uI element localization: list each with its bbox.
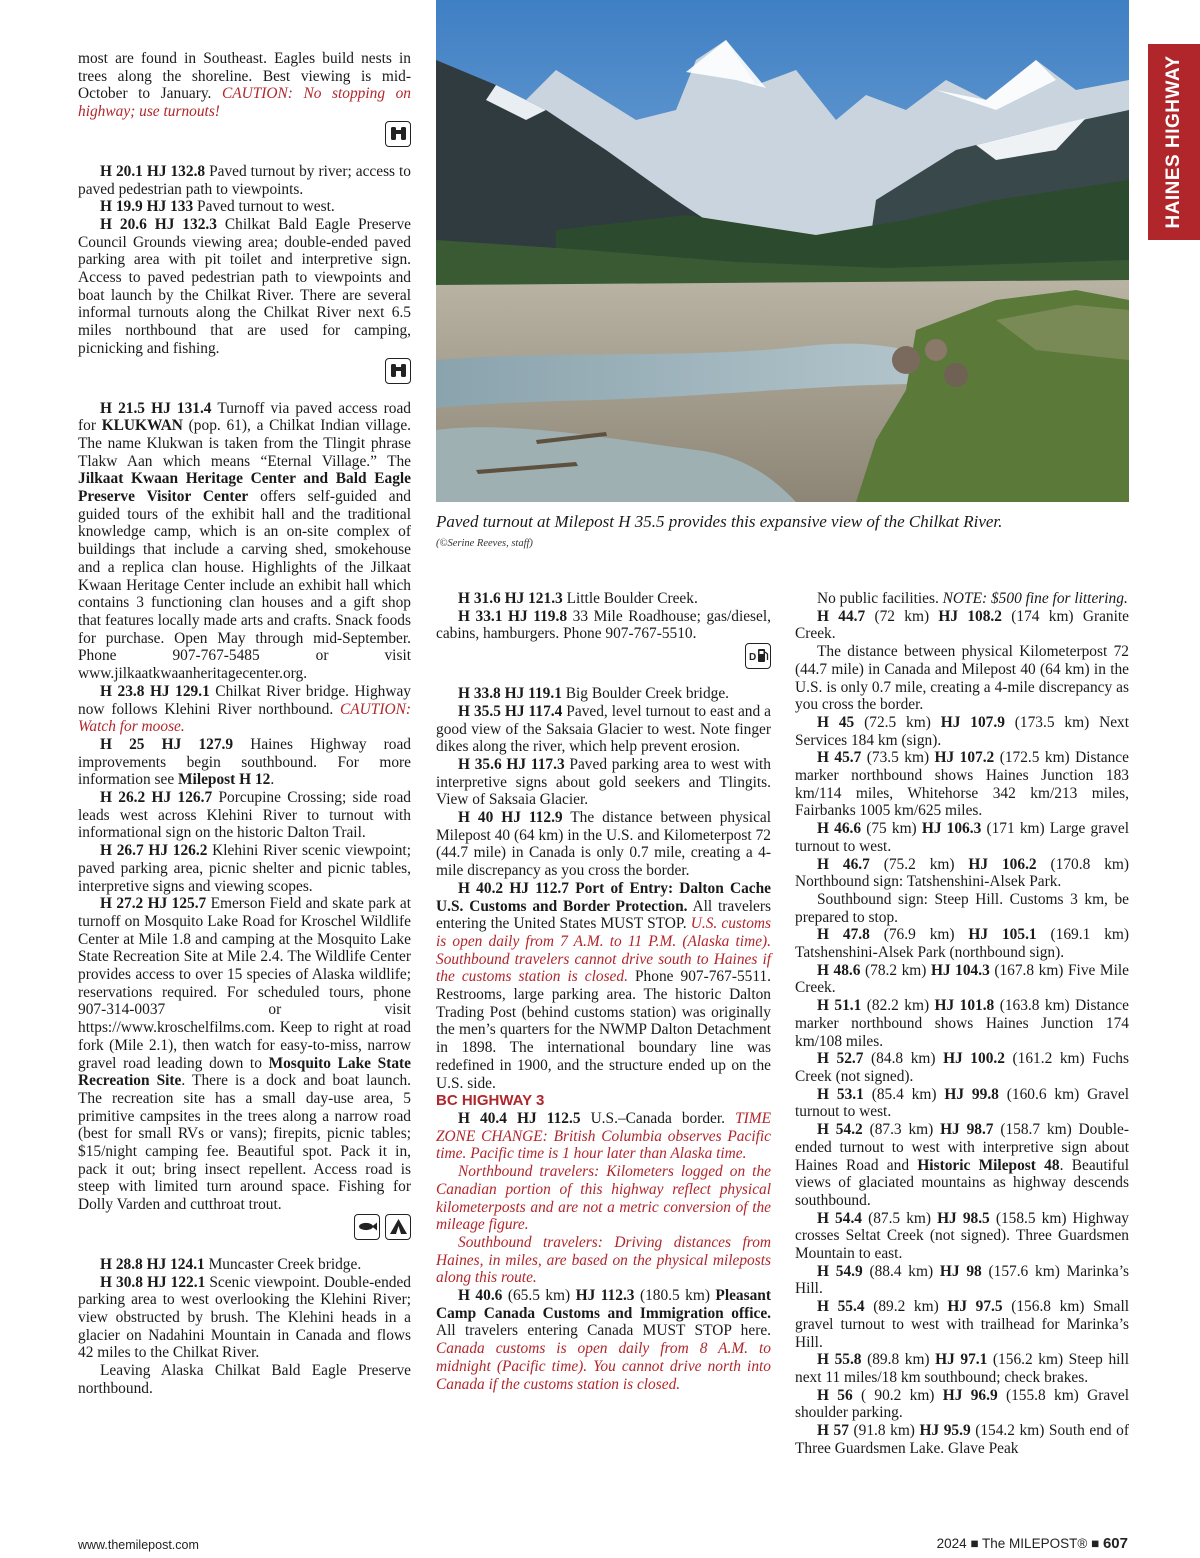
icon-row — [78, 1214, 411, 1244]
entry-h-40: H 40 HJ 112.9 The distance between physical Milepost 40 (64 km) in the U.S. and Kilometerpost 72 (44.7 mile) in Canada is only 0.7 mile, creating a 4-mile discrepancy as you cross the border. — [436, 809, 772, 880]
entry-h-31-6: H 31.6 HJ 121.3 Little Boulder Creek. — [458, 590, 698, 607]
camping-icon — [385, 1214, 411, 1240]
mile-entry: H 55.8 (89.8 km) HJ 97.1 (156.2 km) Steep hill next 11 miles/18 km southbound; check brakes. — [795, 1351, 1129, 1386]
section-tab — [1148, 44, 1200, 240]
mile-entry: Southbound sign: Steep Hill. Customs 3 km, be prepared to stop. — [795, 890, 1129, 926]
mile-entry: H 48.6 (78.2 km) HJ 104.3 (167.8 km) Five Mile Creek. — [795, 961, 1129, 997]
mile-entry: The distance between physical Kilometerpost 72 (44.7 mile) in Canada and Milepost 40 (64 km) in the U.S. is only 0.7 mile, creating a 4-mile discrepancy as you cross the border. — [795, 643, 1129, 714]
icon-row — [78, 121, 411, 151]
entry-h-40-2: H 40.2 HJ 112.7 Port of Entry: Dalton Cache U.S. Customs and Border Protection. All travelers entering the United States MUST STOP. U.S. customs is open daily from 7 A.M. to 11 P.M. (Alaska time). Southbound travelers cannot drive south to Haines if the customs station is closed. Phone 907-767-5511. Restrooms, large parking area. The historic Dalton Trading Post (behind customs station) was originally the men’s quarters for the NWMP Dalton Detachment in 1898. The international boundary line was redefined in 1900, and the structure ended up on the U.S. side. — [436, 879, 771, 1092]
intro-text: most are found in Southeast. Eagles build nests in trees along the shoreline. Best viewing is mid-October to January. — [78, 50, 411, 103]
mile-entry: H 45 (72.5 km) HJ 107.9 (173.5 km) Next Services 184 km (sign). — [795, 713, 1129, 749]
entry-h-40-4: H 40.4 HJ 112.5 U.S.–Canada border. TIME ZONE CHANGE: British Columbia observes Pacific time. Pacific time is 1 hour later than Alaska time. — [436, 1109, 771, 1163]
mile-entry: H 56 ( 90.2 km) HJ 96.9 (155.8 km) Gravel shoulder parking. — [795, 1386, 1129, 1422]
mile-entry: H 51.1 (82.2 km) HJ 101.8 (163.8 km) Distance marker northbound shows Haines Junction 174 km/108 miles. — [795, 997, 1129, 1050]
section-heading-bc-highway-3: BC HIGHWAY 3 — [436, 1092, 545, 1110]
mile-entry: H 55.4 (89.2 km) HJ 97.5 (156.8 km) Small gravel turnout to west with trailhead for Marinka’s Hill. — [795, 1298, 1129, 1351]
footer-bullet: ■ — [970, 1536, 979, 1551]
footer-url[interactable]: www.themilepost.com — [78, 1538, 199, 1552]
section-tab-label: HAINES HIGHWAY — [1163, 55, 1184, 229]
footer-year: 2024 — [936, 1536, 967, 1551]
mile-entry: H 46.7 (75.2 km) HJ 106.2 (170.8 km) Northbound sign: Tatshenshini-Alsek Park. — [795, 855, 1129, 891]
entry-h-20-1: H 20.1 HJ 132.8 Paved turnout by river; access to paved pedestrian path to viewpoints. — [78, 162, 411, 198]
mile-entry: H 46.6 (75 km) HJ 106.3 (171 km) Large gravel turnout to west. — [795, 820, 1129, 855]
entry-h-35-6: H 35.6 HJ 117.3 Paved parking area to west with interpretive signs about gold seekers and Tlingits. View of Saksaia Glacier. — [436, 755, 771, 809]
mile-entry: H 53.1 (85.4 km) HJ 99.8 (160.6 km) Gravel turnout to west. — [795, 1085, 1129, 1121]
photo-illustration — [436, 0, 1129, 502]
photo-credit: (©Serine Reeves, staff) — [436, 538, 533, 549]
southbound-note: Southbound travelers: Driving distances from Haines, in miles, are based on the physical mileposts along this route. — [436, 1233, 771, 1287]
page-number: 607 — [1102, 1535, 1128, 1552]
mile-entry: H 57 (91.8 km) HJ 95.9 (154.2 km) South end of Three Guardsmen Lake. Glave Peak — [795, 1422, 1129, 1457]
binoculars-icon — [385, 121, 411, 147]
fishing-icon — [354, 1214, 380, 1240]
entry-h-20-6: H 20.6 HJ 132.3 Chilkat Bald Eagle Preserve Council Grounds viewing area; double-ended paved parking area with pit toilet and interpretive sign. Access to paved pedestrian path to viewpoints and boat launch by the Chilkat River. There are several informal turnouts along the Chilkat River next 6.5 miles northbound that are used for camping, picnicking and fishing. — [78, 215, 412, 357]
photo-caption: Paved turnout at Milepost H 35.5 provides this expansive view of the Chilkat River. — [436, 512, 1003, 531]
entry-h-21-5: H 21.5 HJ 131.4 Turnoff via paved access road for KLUKWAN (pop. 61), a Chilkat Indian village. The name Klukwan is taken from the Tlingit phrase Tlakw Aan which means “Eternal Village.” The Jilkaat Kwaan Heritage Center and Bald Eagle Preserve Visitor Center offers self-guided and guided tours of the exhibit hall and the traditional knowledge camp, which is an on-site complex of buildings that include a carving shed, smokehouse and a replica clan house. Highlights of the Jilkaat Kwaan Heritage Center include an exhibit hall which contains 3 functioning clan houses and a gift shop that features locally made arts and crafts. Snack foods for purchase. Open May through mid-September. Phone 907-767-5485 or visit www.jilkaatkwaanheritagecenter.org. — [78, 399, 411, 683]
entry-h-27-2: H 27.2 HJ 125.7 Emerson Field and skate park at turnoff on Mosquito Lake Road for Kroschel Wildlife Center at Mile 1.8 and camping at the Mosquito Lake State Recreation Site at Mile 2.4. The Wildlife Center provides access to over 15 species of Alaska wildlife; reservations required. For scheduled tours, phone 907-314-0037 or visit https://www.kroschelfilms.com. Keep to right at road fork (Mile 2.1), then watch for easy-to-miss, narrow gravel road leading down to Mosquito Lake State Recreation Site. There is a dock and boat launch. The recreation site has a small day-use area, 5 primitive campsites in the trees along a narrow road (best for small RVs or vans); firepits, picnic tables; $15/night camping fee. Beautiful spot. Pack it in, pack it out; bring insect repellent. Access road is steep with limited turn around space. Fishing for Dolly Varden and cutthroat trout. — [78, 895, 412, 1214]
svg-text:D: D — [749, 652, 757, 664]
entry-h-28-8: H 28.8 HJ 124.1 Muncaster Creek bridge. — [100, 1255, 362, 1273]
entry-h-40-6: H 40.6 (65.5 km) HJ 112.3 (180.5 km) Pleasant Camp Canada Customs and Immigration office. All travelers entering Canada MUST STOP here. Canada customs is open daily from 8 A.M. to midnight (Pacific time). You cannot drive north into Canada if the customs station is closed. — [436, 1287, 771, 1393]
binoculars-icon — [385, 358, 411, 384]
entry-h-26-2: H 26.2 HJ 126.7 Porcupine Crossing; side road leads west across Klehini River to turnout with informational sign on the historic Dalton Trail. — [78, 789, 411, 842]
entry-h-30-8: H 30.8 HJ 122.1 Scenic viewpoint. Double-ended parking area to west overlooking the Klehini River; view obstructed by brush. The Klehini heads in a glacier on Nadahini Mountain in Canada and flows 42 miles to the Chilkat River. — [78, 1273, 411, 1362]
footer-publication: The MILEPOST® — [982, 1536, 1088, 1551]
column-3 — [795, 590, 1129, 1457]
mile-entry: H 45.7 (73.5 km) HJ 107.2 (172.5 km) Distance marker northbound shows Haines Junction 183 km/114 miles, Whitehorse 342 km/213 miles, Fairbanks 1005 km/625 miles. — [795, 749, 1129, 820]
intro-caution: CAUTION: No stopping on highway; use turnouts! — [78, 85, 411, 121]
footer-page-info — [937, 1535, 1128, 1552]
northbound-note: Northbound travelers: Kilometers logged on the Canadian portion of this highway reflect physical kilometerposts and are not a metric conversion of the mileage figure. — [436, 1163, 771, 1234]
mile-entry: H 44.7 (72 km) HJ 108.2 (174 km) Granite Creek. — [795, 607, 1129, 643]
icon-row — [436, 643, 771, 673]
column-2 — [436, 590, 771, 1393]
footer-bullet: ■ — [1091, 1536, 1100, 1551]
entry-h-35-5: H 35.5 HJ 117.4 Paved, level turnout to east and a good view of the Saksaia Glacier to west. Note finger dikes along the river, which help prevent erosion. — [436, 702, 771, 756]
mile-entry: H 54.9 (88.4 km) HJ 98 (157.6 km) Marinka’s Hill. — [795, 1262, 1129, 1298]
intro-paragraph — [78, 50, 411, 121]
entry-h-33-8: H 33.8 HJ 119.1 Big Boulder Creek bridge. — [458, 685, 730, 703]
entry-h-23-8: H 23.8 HJ 129.1 Chilkat River bridge. Highway now follows Klehini River northbound. CAUTION: Watch for moose. — [78, 682, 411, 736]
column-1 — [78, 50, 411, 1398]
gas-diesel-icon — [745, 643, 771, 669]
chilkat-river-photo — [436, 0, 1129, 502]
leaving-preserve-paragraph: Leaving Alaska Chilkat Bald Eagle Preserve northbound. — [78, 1362, 411, 1397]
mile-entry: H 54.4 (87.5 km) HJ 98.5 (158.5 km) Highway crosses Seltat Creek (not signed). Three Guardsmen Mountain to east. — [795, 1209, 1129, 1263]
icon-row — [78, 358, 411, 388]
mile-entry: H 54.2 (87.3 km) HJ 98.7 (158.7 km) Double-ended turnout to west with interpretive sign about Haines Road and Historic Milepost 48. Beautiful views of glaciated mountains as highway descends southbound. — [795, 1121, 1129, 1209]
mile-entry: H 47.8 (76.9 km) HJ 105.1 (169.1 km) Tatshenshini-Alsek Park (northbound sign). — [795, 926, 1129, 962]
entry-h-19-9: H 19.9 HJ 133 Paved turnout to west. — [100, 198, 335, 216]
entry-h-33-1: H 33.1 HJ 119.8 33 Mile Roadhouse; gas/diesel, cabins, hamburgers. Phone 907-767-5510. — [436, 607, 771, 643]
entry-h-25: H 25 HJ 127.9 Haines Highway road improvements begin southbound. For more information see Milepost H 12. — [78, 735, 411, 789]
column-3-entries — [795, 608, 1129, 1458]
entry-h-26-7: H 26.7 HJ 126.2 Klehini River scenic viewpoint; paved parking area, picnic shelter and picnic tables, interpretive signs and viewing scopes. — [78, 842, 411, 895]
mile-entry: H 52.7 (84.8 km) HJ 100.2 (161.2 km) Fuchs Creek (not signed). — [795, 1050, 1129, 1085]
no-facilities-paragraph: No public facilities. NOTE: $500 fine for littering. — [817, 590, 1128, 607]
